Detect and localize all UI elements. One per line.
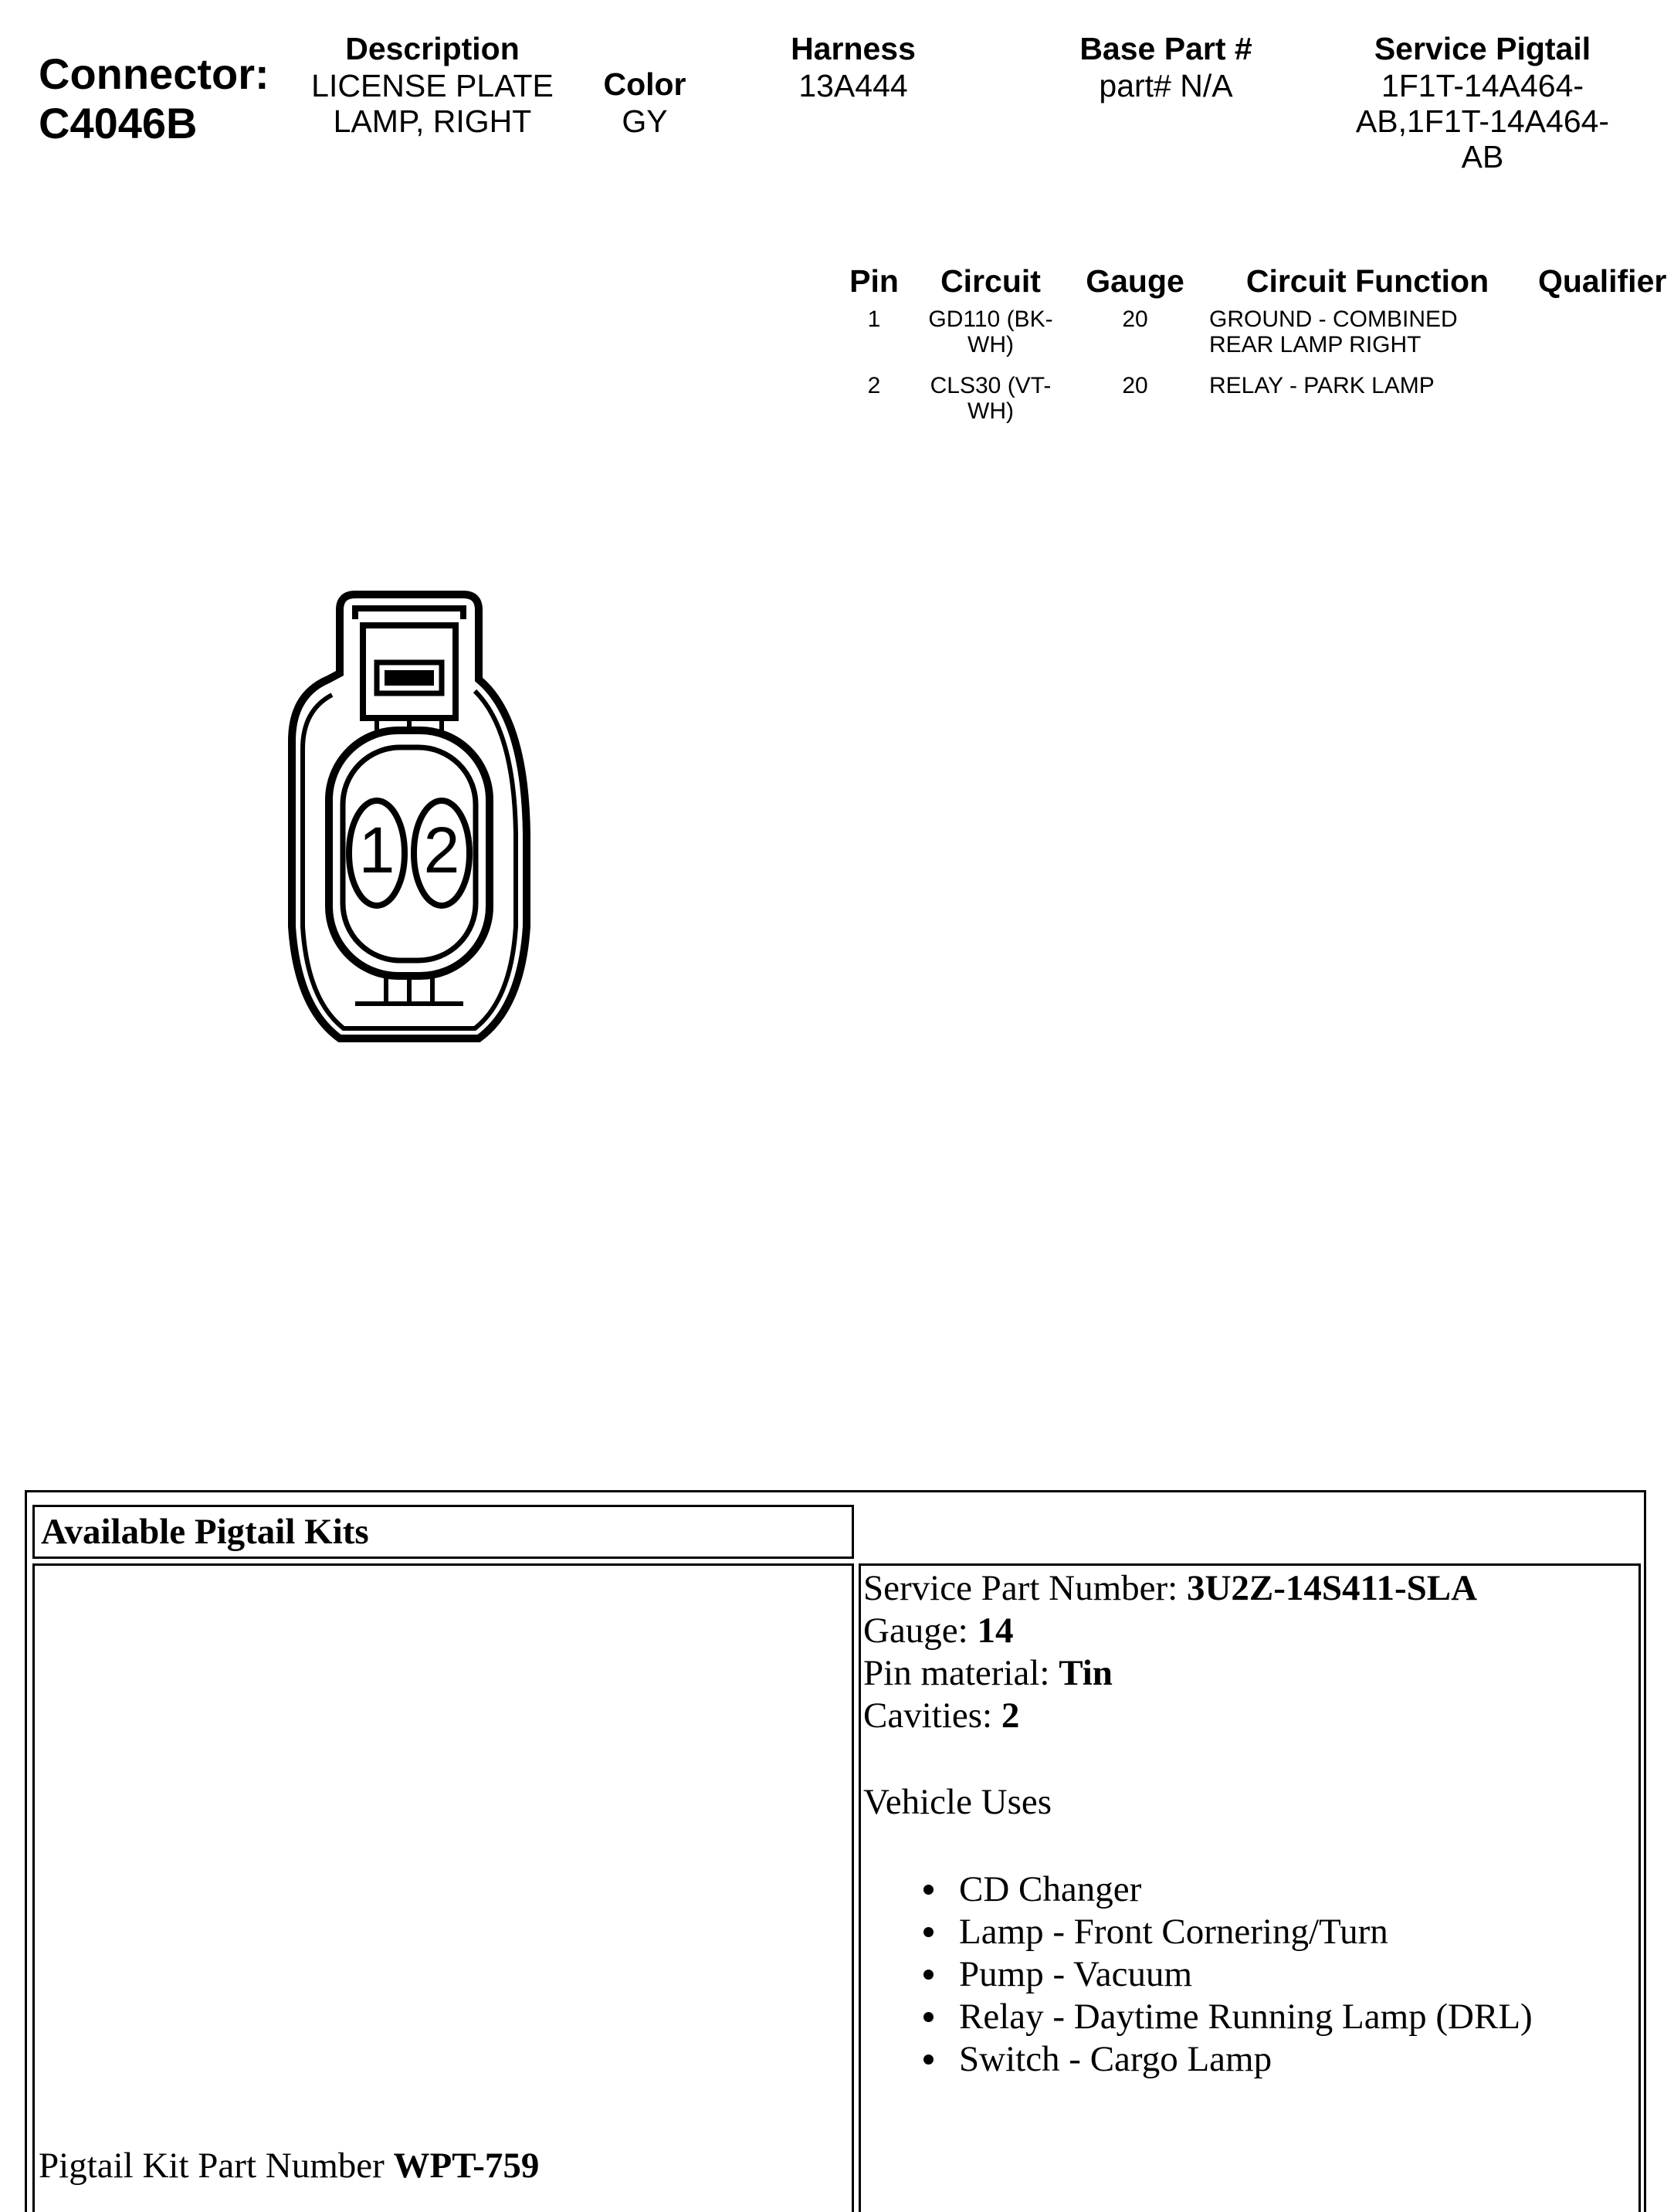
cavities-value: 2 [1001,1695,1020,1736]
cavity-label-1: 1 [358,814,395,886]
color-column [587,65,703,139]
circuit-line: GD110 (BK- [928,307,1053,332]
service-part-value: 3U2Z-14S411-SLA [1186,1568,1478,1608]
gauge-cell: 20 [1122,373,1148,398]
gauge-value: 14 [977,1611,1014,1651]
service-pigtail-line-3: AB [1461,139,1504,174]
base-part-column [1035,29,1297,103]
circuit-line: WH) [967,398,1014,424]
gauge-cell: 20 [1122,307,1148,332]
bottom-key [355,976,463,1004]
kit-part-value: WPT-759 [393,2146,540,2186]
function-line: GROUND - COMBINED [1209,307,1458,332]
cavity-label-2: 2 [423,814,460,886]
list-item: Lamp - Front Cornering/Turn [863,1911,1533,1953]
circuit-function-header: Circuit Function [1245,263,1489,299]
list-item: Relay - Daytime Running Lamp (DRL) [863,1996,1533,2038]
list-item: Switch - Cargo Lamp [863,2038,1533,2081]
gauge-label: Gauge: [863,1611,978,1651]
pigtail-image-panel [32,1563,854,2212]
pin-table-header [834,259,1672,303]
harness-value: 13A444 [798,68,908,103]
circuit-header: Circuit [940,263,1041,299]
pin-table [834,259,1672,436]
gauge-header: Gauge [1086,263,1184,299]
connector-title [39,49,269,148]
qualifier-cell [1532,303,1672,370]
connector-label: Connector: [39,49,269,98]
function-line: REAR LAMP RIGHT [1209,332,1422,357]
description-line-1: LICENSE PLATE [311,68,554,103]
circuit-cell [914,303,1067,370]
pin-material-value: Tin [1059,1653,1113,1693]
kit-part-label: Pigtail Kit Part Number [39,2146,394,2186]
harness-heading: Harness [791,31,916,66]
color-value: GY [622,103,668,139]
service-pigtail-heading: Service Pigtail [1374,31,1591,66]
circuit-cell [914,370,1067,436]
circuit-function-cell [1203,303,1532,370]
pin-material-label: Pin material: [863,1653,1059,1693]
pin-number: 2 [867,373,881,398]
cavities [863,1695,1477,1737]
circuit-function-cell [1203,370,1532,436]
connector-id: C4046B [39,99,198,147]
table-row [834,303,1672,370]
qualifier-cell [1532,370,1672,436]
description-heading: Description [345,31,520,66]
description-line-2: LAMP, RIGHT [333,103,532,139]
vehicle-uses-list [863,1868,1533,2081]
connector-face-diagram [286,587,533,1050]
function-line: RELAY - PARK LAMP [1209,373,1435,398]
pigtail-gauge [863,1610,1477,1652]
latch-slot [385,670,434,686]
circuit-line: WH) [967,332,1014,357]
pin-header: Pin [849,263,899,299]
base-part-heading: Base Part # [1079,31,1252,66]
description-column [301,29,564,139]
pin-number: 1 [867,307,881,332]
service-pigtail-line-1: 1F1T-14A464- [1381,68,1584,103]
qualifier-header: Qualifier [1538,263,1667,299]
pigtail-section-title: Available Pigtail Kits [32,1505,854,1559]
latch-tab [355,608,463,619]
list-item: Pump - Vacuum [863,1953,1533,1996]
harness-column [737,29,969,103]
table-row [834,370,1672,436]
vehicle-uses-title: Vehicle Uses [863,1782,1052,1822]
pigtail-kit-part-number [39,2145,539,2187]
pin-material [863,1652,1477,1695]
pigtail-specs [863,1567,1477,1737]
color-heading: Color [603,66,686,102]
service-part-number [863,1567,1477,1610]
service-part-label: Service Part Number: [863,1568,1187,1608]
cavities-label: Cavities: [863,1695,1001,1736]
base-part-value: part# N/A [1099,68,1233,103]
list-item: CD Changer [863,1868,1533,1911]
service-pigtail-column [1313,29,1652,174]
service-pigtail-line-2: AB,1F1T-14A464- [1355,103,1610,139]
circuit-line: CLS30 (VT- [930,373,1052,398]
